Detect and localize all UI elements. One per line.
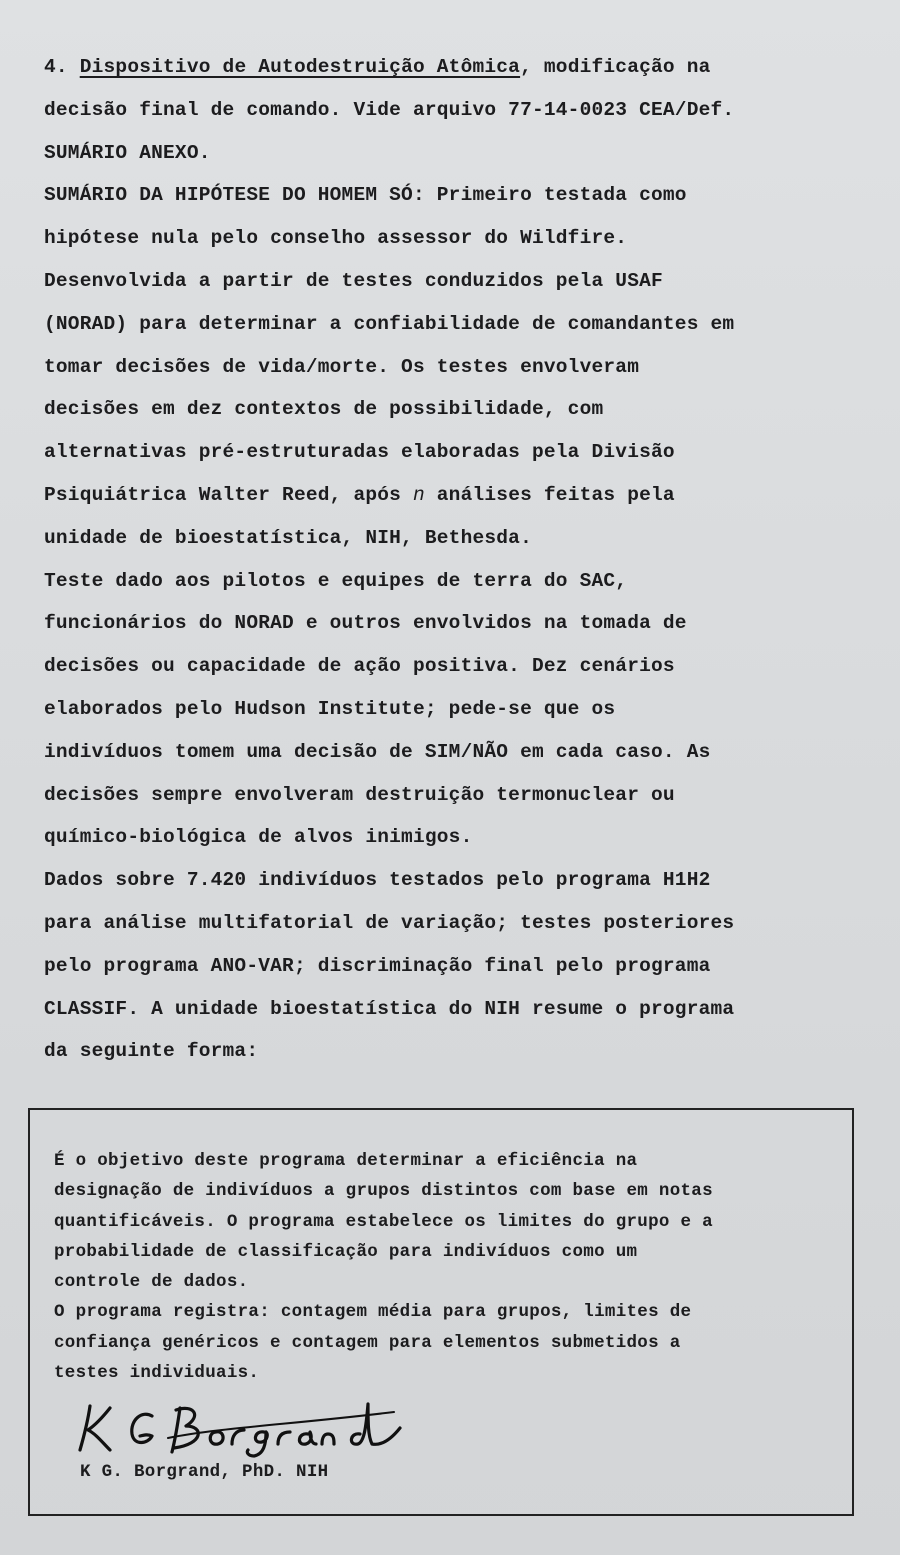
section-number: 4. <box>44 56 68 78</box>
box-text-line: É o objetivo deste programa determinar a eficiência na <box>54 1151 638 1171</box>
text-line: pelo programa ANO-VAR; discriminação final pelo programa <box>44 954 711 977</box>
section-title: Dispositivo de Autodestruição Atômica <box>79 56 521 78</box>
section-heading-line <box>44 46 864 89</box>
text-line: Desenvolvida a partir de testes conduzidos pela USAF <box>44 269 663 292</box>
text-line: , modificação na <box>520 56 711 78</box>
text-line: químico-biológica de alvos inimigos. <box>44 826 473 849</box>
box-text-line: probabilidade de classificação para indivíduos como um <box>54 1241 638 1262</box>
text-line: da seguinte forma: <box>44 1040 259 1063</box>
text-line: decisões em dez contextos de possibilidade, com <box>44 398 604 421</box>
text-fragment: análises feitas pela <box>424 483 675 506</box>
text-line: CLASSIF. A unidade bioestatística do NIH resume o programa <box>44 997 735 1020</box>
text-line: Dados sobre 7.420 indivíduos testados pelo programa H1H2 <box>44 869 711 892</box>
text-line: unidade de bioestatística, NIH, Bethesda. <box>44 526 532 549</box>
text-line: alternativas pré-estruturadas elaboradas pela Divisão <box>44 441 675 464</box>
text-line: hipótese nula pelo conselho assessor do Wildfire. <box>44 227 628 250</box>
text-line: SUMÁRIO DA HIPÓTESE DO HOMEM SÓ: Primeiro testada como <box>44 184 687 207</box>
text-line: SUMÁRIO ANEXO. <box>44 141 211 164</box>
box-text-line: O programa registra: contagem média para grupos, limites de <box>54 1302 692 1323</box>
text-line: decisões ou capacidade de ação positiva. Dez cenários <box>44 655 675 678</box>
box-text-line: controle de dados. <box>54 1272 249 1293</box>
text-line: Teste dado aos pilotos e equipes de terra do SAC, <box>44 569 628 592</box>
signer-name: K G. Borgrand, PhD. NIH <box>80 1462 329 1482</box>
text-line: elaborados pelo Hudson Institute; pede-se que os <box>44 697 616 720</box>
text-line-with-italic <box>44 474 864 517</box>
box-text-line: testes individuais. <box>54 1363 260 1384</box>
text-line: decisões sempre envolveram destruição termonuclear ou <box>44 783 675 806</box>
text-line: decisão final de comando. Vide arquivo 77-14-0023 CEA/Def. <box>44 98 735 121</box>
box-text-line: confiança genéricos e contagem para elementos submetidos a <box>54 1332 681 1353</box>
box-text-line: designação de indivíduos a grupos distintos com base em notas <box>54 1181 713 1202</box>
handwritten-signature <box>76 1398 406 1460</box>
text-line: para análise multifatorial de variação; testes posteriores <box>44 911 735 934</box>
italic-n: n <box>412 483 425 506</box>
text-fragment: Psiquiátrica Walter Reed, após <box>44 483 413 506</box>
text-line: funcionários do NORAD e outros envolvidos na tomada de <box>44 612 687 635</box>
summary-box-text <box>54 1146 844 1388</box>
box-text-line: quantificáveis. O programa estabelece os limites do grupo e a <box>54 1211 713 1232</box>
text-line: indivíduos tomem uma decisão de SIM/NÃO em cada caso. As <box>44 740 711 763</box>
document-body <box>44 46 864 1073</box>
text-line: (NORAD) para determinar a confiabilidade de comandantes em <box>44 312 735 335</box>
text-line: tomar decisões de vida/morte. Os testes envolveram <box>44 355 640 378</box>
